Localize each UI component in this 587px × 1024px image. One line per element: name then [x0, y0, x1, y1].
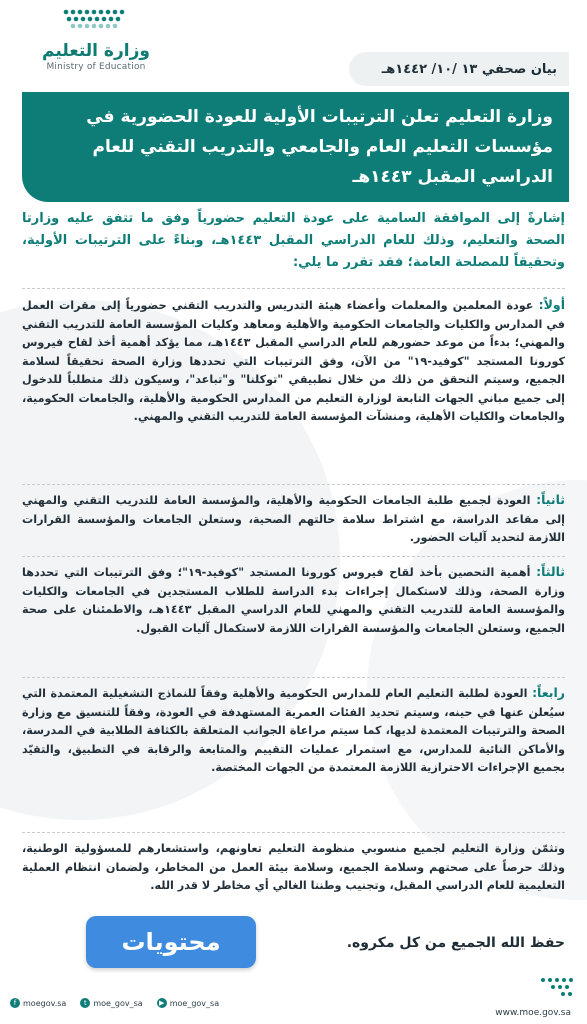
youtube-icon: ▶ — [157, 998, 167, 1008]
section-lead: رابعاً: — [532, 685, 565, 700]
ministry-logo — [36, 8, 156, 86]
facebook-link[interactable] — [10, 998, 66, 1008]
divider — [22, 484, 565, 485]
press-release-date: بيان صحفي ١٣ /١٠/ ١٤٤٢هـ — [349, 52, 569, 86]
footer-dots-icon — [513, 976, 573, 1000]
divider — [22, 832, 565, 833]
closing-paragraph — [22, 840, 565, 896]
facebook-handle: moegov.sa — [23, 998, 67, 1008]
headline: وزارة التعليم تعلن الترتيبات الأولية للعودة الحضورية في مؤسسات التعليم العام والجامعي والتدريب التقني للعام الدراسي المقبل ١٤٤٣هـ — [22, 92, 569, 202]
twitter-icon: t — [80, 998, 90, 1008]
section-text: وتثمّن وزارة التعليم لجميع منسوبي منظومة التعليم تعاونهم، واستشعارهم للمسؤولية الوطنية، وذلك حرصاً على صحتهم وسلامة الجميع، وسلامة بيئة العمل من المخاطر، ولضمان انتظام العملية التعليمية للعام الدراسي المقبل، وتجنيب وطننا الغالي أي مخاطر لا قدر الله. — [22, 842, 565, 892]
section-text: العودة لجميع طلبة الجامعات الحكومية والأهلية، والمؤسسة العامة للتدريب التقني والمهني إلى مقاعد الدراسة، مع اشتراط سلامة حالتهم الصحية، وستعلن الجامعات والمؤسسة القرارات اللازمة لتحديد آليات الحضور. — [22, 494, 565, 544]
mohtawiat-watermark-badge: محتويات — [86, 916, 256, 968]
divider — [22, 288, 565, 289]
section-lead: ثانياً: — [536, 492, 565, 507]
section-text: العودة لطلبة التعليم العام للمدارس الحكومية والأهلية وفقاً للنماذج التشغيلية المعتمدة التي سيُعلن عنها في حينه، وسيتم تحديد الفئات العمرية المستهدفة في العودة، وفقاً للتنسيق مع وزارة الصحة والترتيبات المعتمدة لديها، كما سيتم مراعاة الجوانب المتعلقة بالكثافة الطلابية في المدرسة، والأماكن النائية للمدارس، مع استمرار عمليات التقييم والمتابعة والرقابة في التطبيق، والتقيّد بجميع الإجراءات الاحترازية اللازمة المعتمدة من الجهات المختصة. — [22, 687, 565, 774]
divider — [22, 677, 565, 678]
section-fourth — [22, 684, 565, 778]
facebook-icon: f — [10, 998, 20, 1008]
twitter-link[interactable] — [80, 998, 142, 1008]
section-first — [22, 296, 565, 427]
logo-arabic-text: وزارة التعليم — [42, 41, 150, 61]
youtube-link[interactable] — [157, 998, 219, 1008]
footer — [0, 980, 587, 1024]
logo-dots-icon — [61, 8, 131, 32]
section-text: عودة المعلمين والمعلمات وأعضاء هيئة التدريس والتدريب التقني حضورياً إلى مقرات العمل في المدارس والكليات والجامعات الحكومية والأهلية ومعاهد وكليات المؤسسة العامة للتدريب التقني والمهني؛ بدءاً من موعد حضورهم للعام الدراسي المقبل ١٤٤٣هـ، مما يؤكد أهمية أخذ لقاح فيروس كورونا المستجد "كوفيد-١٩" من الآن، وفق الترتيبات التي تحددها وزارة الصحة تحقيقاً لسلامة الجميع، وسيتم التحقق من ذلك من خلال تطبيقي "توكلنا" و"تباعد"، وسيكون ذلك متطلباً للدخول إلى جميع مباني الجهات التابعة لوزارة التعليم من المدارس الحكومية والأهلية، والجامعات الحكومية، والجامعات والكليات الأهلية، ومنشآت المؤسسة العامة للتدريب التقني والمهني. — [22, 299, 565, 423]
section-text: أهمية التحصين بأخذ لقاح فيروس كورونا المستجد "كوفيد-١٩"؛ وفق الترتيبات التي تحددها وزارة الصحة، وذلك لاستكمال إجراءات بدء الدراسة للطلاب المستجدين في الجامعات والكليات والمؤسسة العامة للتدريب التقني والمهني للعام الدراسي المقبل ١٤٤٣هـ، والاطمئنان على صحة الجميع، وستعلن الجامعات والمؤسسة القرارات اللازمة لاستكمال آليات القبول. — [22, 566, 565, 635]
intro-paragraph: إشارةً إلى الموافقة السامية على عودة التعليم حضورياً وفق ما تتفق عليه وزارتا الصحة والتعليم، وذلك للعام الدراسي المقبل ١٤٤٣هـ، وبناءً على الترتيبات الأولية، وتحقيقاً للمصلحة العامة؛ فقد تقرر ما يلي: — [22, 211, 565, 270]
section-lead: أولاً: — [538, 297, 565, 312]
website-link[interactable]: www.moe.gov.sa — [495, 1008, 571, 1018]
social-links — [10, 998, 219, 1008]
section-lead: ثالثاً: — [536, 564, 565, 579]
section-second — [22, 491, 565, 548]
logo-english-text: Ministry of Education — [46, 62, 146, 72]
divider — [22, 556, 565, 557]
twitter-handle: moe_gov_sa — [93, 998, 143, 1008]
section-third — [22, 563, 565, 638]
youtube-handle: moe_gov_sa — [169, 998, 220, 1008]
closing-line: حفظ الله الجميع من كل مكروه. — [346, 935, 565, 951]
